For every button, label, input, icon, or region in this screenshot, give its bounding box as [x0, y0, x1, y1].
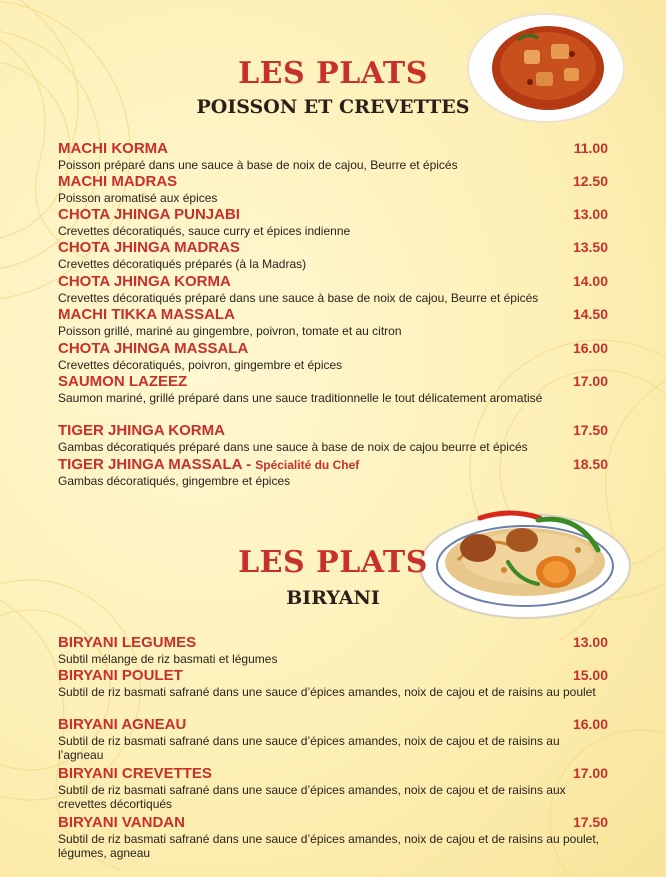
item-price: 16.00 [572, 340, 608, 356]
item-price: 12.50 [572, 173, 608, 189]
item-name: CHOTA JHINGA MADRAS [58, 239, 240, 256]
item-price: 14.50 [572, 306, 608, 322]
item-name: BIRYANI CREVETTES [58, 765, 212, 782]
item-description: Saumon mariné, grillé préparé dans une sauce traditionnelle le tout délicatement aromatisé [58, 391, 543, 405]
item-description: Poisson grillé, mariné au gingembre, poivron, tomate et au citron [58, 324, 402, 338]
item-description: Gambas décoratiqués préparé dans une sauce à base de noix de cajou beurre et épicés [58, 440, 528, 454]
menu-item [58, 140, 608, 172]
item-price: 11.00 [573, 140, 608, 156]
item-name: BIRYANI VANDAN [58, 814, 185, 831]
item-name: SAUMON LAZEEZ [58, 373, 188, 390]
section-subtitle-biryani: BIRYANI [286, 587, 380, 609]
item-price: 14.00 [572, 273, 608, 289]
item-name: MACHI MADRAS [58, 173, 178, 190]
item-description: Poisson préparé dans une sauce à base de noix de cajou, Beurre et épicés [58, 158, 458, 172]
menu-item [58, 206, 608, 238]
item-description: Crevettes décoratiqués préparés (à la Madras) [58, 257, 307, 271]
item-description: Crevettes décoratiqués, poivron, gingembre et épices [58, 358, 343, 372]
menu-item [58, 422, 608, 454]
menu-item [58, 456, 608, 488]
item-price: 13.00 [572, 634, 608, 650]
item-description: Subtil de riz basmati safrané dans une sauce d’épices amandes, noix de cajou et de raisins aux crevettes décortiqués [58, 783, 566, 811]
menu-item [58, 239, 608, 271]
item-description: Subtil de riz basmati safrané dans une sauce d’épices amandes, noix de cajou et de raisins au poulet, légumes, agneau [58, 832, 599, 860]
item-name: BIRYANI AGNEAU [58, 716, 187, 733]
item-description: Crevettes décoratiqués préparé dans une sauce à base de noix de cajou, Beurre et épicés [58, 291, 539, 305]
menu-item [58, 273, 608, 305]
item-price: 17.00 [572, 373, 608, 389]
item-price: 13.50 [572, 239, 608, 255]
menu-item [58, 814, 608, 860]
menu-item [58, 765, 608, 811]
menu-item [58, 340, 608, 372]
item-price: 17.00 [572, 765, 608, 781]
item-name: TIGER JHINGA KORMA [58, 422, 225, 439]
item-name: MACHI TIKKA MASSALA [58, 306, 235, 323]
item-description: Subtil de riz basmati safrané dans une sauce d’épices amandes, noix de cajou et de raisins au poulet [58, 685, 596, 699]
item-name: CHOTA JHINGA PUNJABI [58, 206, 240, 223]
item-description: Crevettes décoratiqués, sauce curry et épices indienne [58, 224, 351, 238]
menu-item [58, 306, 608, 338]
item-name: CHOTA JHINGA KORMA [58, 273, 231, 290]
menu-item [58, 373, 608, 405]
item-name [58, 456, 359, 473]
item-name: CHOTA JHINGA MASSALA [58, 340, 249, 357]
item-price: 13.00 [572, 206, 608, 222]
item-name: MACHI KORMA [58, 140, 168, 157]
menu-item [58, 716, 608, 762]
item-name-text: TIGER JHINGA MASSALA - [58, 456, 256, 473]
item-description: Poisson aromatisé aux épices [58, 191, 218, 205]
menu-item [58, 667, 608, 699]
item-price: 17.50 [572, 814, 608, 830]
item-price: 16.00 [572, 716, 608, 732]
item-name: BIRYANI LEGUMES [58, 634, 197, 651]
chef-special-label: Spécialité du Chef [255, 458, 360, 472]
item-price: 15.00 [572, 667, 608, 683]
section-subtitle-poisson: POISSON ET CREVETTES [196, 96, 470, 118]
menu-item [58, 634, 608, 666]
item-description: Gambas décoratiqués, gingembre et épices [58, 474, 291, 488]
section-title-biryani: LES PLATS [238, 545, 428, 580]
section-title-poisson: LES PLATS [238, 56, 428, 91]
item-price: 17.50 [572, 422, 608, 438]
menu-item [58, 173, 608, 205]
item-price: 18.50 [572, 456, 608, 472]
item-description: Subtil de riz basmati safrané dans une sauce d’épices amandes, noix de cajou et de raisins au l’agneau [58, 734, 560, 762]
item-description: Subtil mélange de riz basmati et légumes [58, 652, 278, 666]
item-name: BIRYANI POULET [58, 667, 183, 684]
